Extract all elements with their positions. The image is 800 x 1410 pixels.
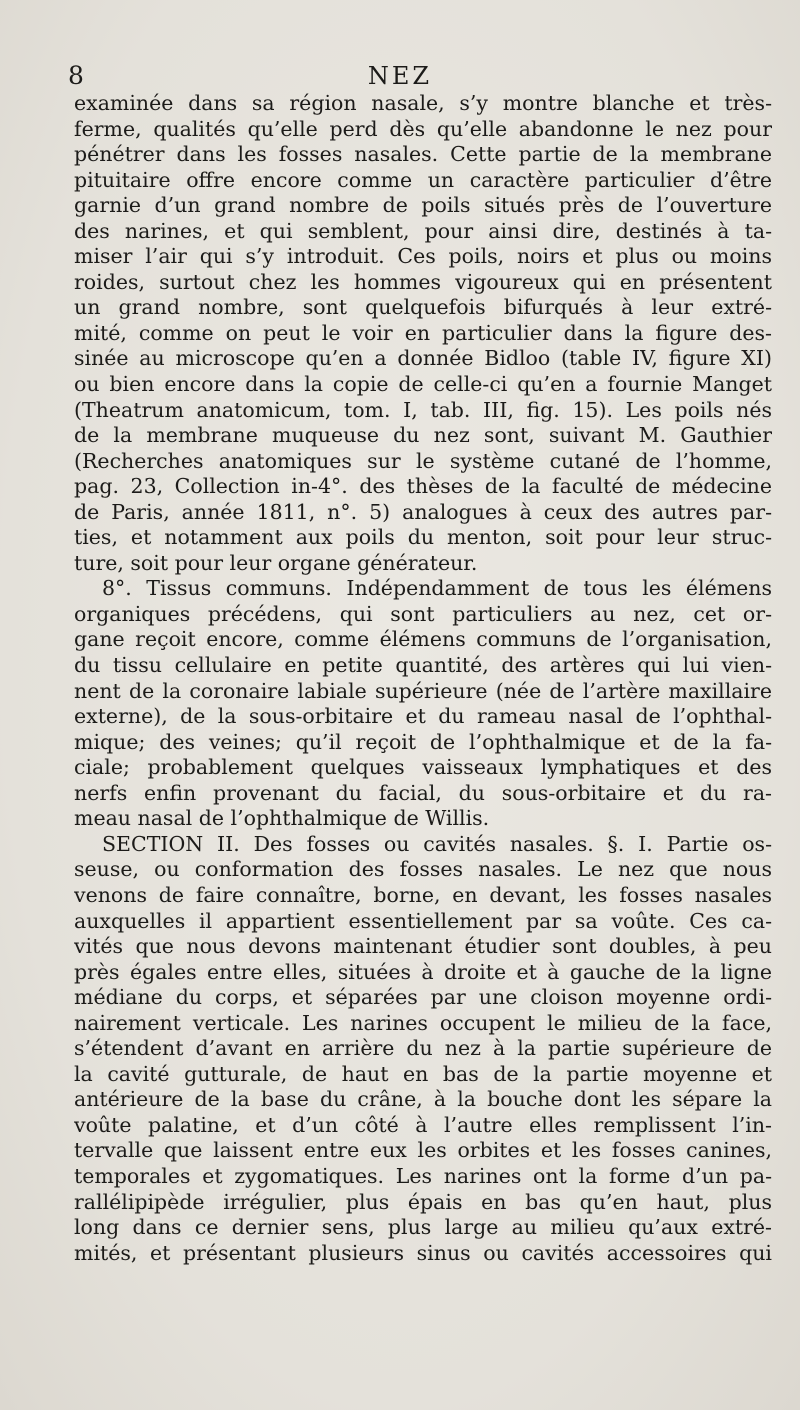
- text-line: nerfs enfin provenant du facial, du sous-orbitaire et du ra-: [74, 780, 772, 805]
- text-line: mique; des veines; qu’il reçoit de l’ophthalmique et de la fa-: [74, 729, 772, 754]
- text-line: (Recherches anatomiques sur le système cutané de l’homme,: [74, 448, 772, 473]
- text-line: ciale; probablement quelques vaisseaux lymphatiques et des: [74, 755, 772, 780]
- text-line: la cavité gutturale, de haut en bas de la partie moyenne et: [74, 1061, 772, 1086]
- body-text: [74, 91, 772, 1266]
- text-line: antérieure de la base du crâne, à la bouche dont les sépare la: [74, 1087, 772, 1112]
- text-line: tervalle que laissent entre eux les orbites et les fosses canines,: [74, 1138, 772, 1163]
- text-line: pénétrer dans les fosses nasales. Cette partie de la membrane: [74, 142, 772, 167]
- text-line: ture, soit pour leur organe générateur.: [74, 550, 478, 575]
- text-line: nairement verticale. Les narines occupent le milieu de la face,: [74, 1010, 772, 1035]
- text-line: long dans ce dernier sens, plus large au milieu qu’aux extré-: [74, 1215, 772, 1240]
- running-title: NEZ: [367, 62, 433, 90]
- text-line: sinée au microscope qu’en a donnée Bidloo (table IV, figure XI): [74, 346, 772, 371]
- text-line: mité, comme on peut le voir en particulier dans la figure des-: [74, 320, 772, 345]
- text-line: temporales et zygomatiques. Les narines ont la forme d’un pa-: [74, 1163, 772, 1188]
- text-line: des narines, et qui semblent, pour ainsi dire, destinés à ta-: [74, 218, 772, 243]
- text-line: SECTION II. Des fosses ou cavités nasales. §. I. Partie os-: [102, 831, 772, 856]
- text-line: ferme, qualités qu’elle perd dès qu’elle abandonne le nez pour: [74, 116, 772, 141]
- text-line: pag. 23, Collection in-4°. des thèses de la faculté de médecine: [74, 474, 772, 499]
- text-line: miser l’air qui s’y introduit. Ces poils, noirs et plus ou moins: [74, 244, 772, 269]
- text-line: garnie d’un grand nombre de poils situés près de l’ouverture: [74, 193, 772, 218]
- page-number: 8: [68, 61, 84, 90]
- text-line: médiane du corps, et séparées par une cloison moyenne ordi-: [74, 985, 772, 1010]
- text-line: 8°. Tissus communs. Indépendamment de tous les élémens: [102, 576, 772, 601]
- text-line: près égales entre elles, situées à droite et à gauche de la ligne: [74, 959, 772, 984]
- text-line: auxquelles il appartient essentiellement par sa voûte. Ces ca-: [74, 908, 772, 933]
- text-line: ou bien encore dans la copie de celle-ci qu’en a fournie Manget: [74, 372, 772, 397]
- text-line: vités que nous devons maintenant étudier sont doubles, à peu: [74, 934, 772, 959]
- text-line: de Paris, année 1811, n°. 5) analogues à ceux des autres par-: [74, 499, 772, 524]
- text-line: nent de la coronaire labiale supérieure (née de l’artère maxillaire: [74, 678, 772, 703]
- text-line: externe), de la sous-orbitaire et du rameau nasal de l’ophthal-: [74, 704, 772, 729]
- text-line: ties, et notamment aux poils du menton, soit pour leur struc-: [74, 525, 772, 550]
- text-line: gane reçoit encore, comme élémens communs de l’organisation,: [74, 627, 772, 652]
- text-line: mités, et présentant plusieurs sinus ou cavités accessoires qui: [74, 1240, 772, 1265]
- text-line: examinée dans sa région nasale, s’y montre blanche et très-: [74, 91, 772, 115]
- text-line: meau nasal de l’ophthalmique de Willis.: [74, 806, 490, 831]
- text-line: rallélipipède irrégulier, plus épais en bas qu’en haut, plus: [74, 1189, 772, 1214]
- text-line: venons de faire connaître, borne, en devant, les fosses nasales: [74, 882, 772, 907]
- text-line: s’étendent d’avant en arrière du nez à la partie supérieure de: [74, 1036, 772, 1061]
- text-line: pituitaire offre encore comme un caractère particulier d’être: [74, 167, 772, 192]
- text-line: un grand nombre, sont quelquefois bifurqués à leur extré-: [74, 295, 772, 320]
- text-line: seuse, ou conformation des fosses nasales. Le nez que nous: [74, 857, 772, 882]
- text-line: de la membrane muqueuse du nez sont, suivant M. Gauthier: [74, 423, 772, 448]
- text-line: du tissu cellulaire en petite quantité, des artères qui lui vien-: [74, 653, 772, 678]
- text-line: organiques précédens, qui sont particuliers au nez, cet or-: [74, 601, 772, 626]
- text-line: (Theatrum anatomicum, tom. I, tab. III, fig. 15). Les poils nés: [74, 397, 772, 422]
- text-line: roides, surtout chez les hommes vigoureux qui en présentent: [74, 269, 772, 294]
- text-line: voûte palatine, et d’un côté à l’autre elles remplissent l’in-: [74, 1112, 772, 1137]
